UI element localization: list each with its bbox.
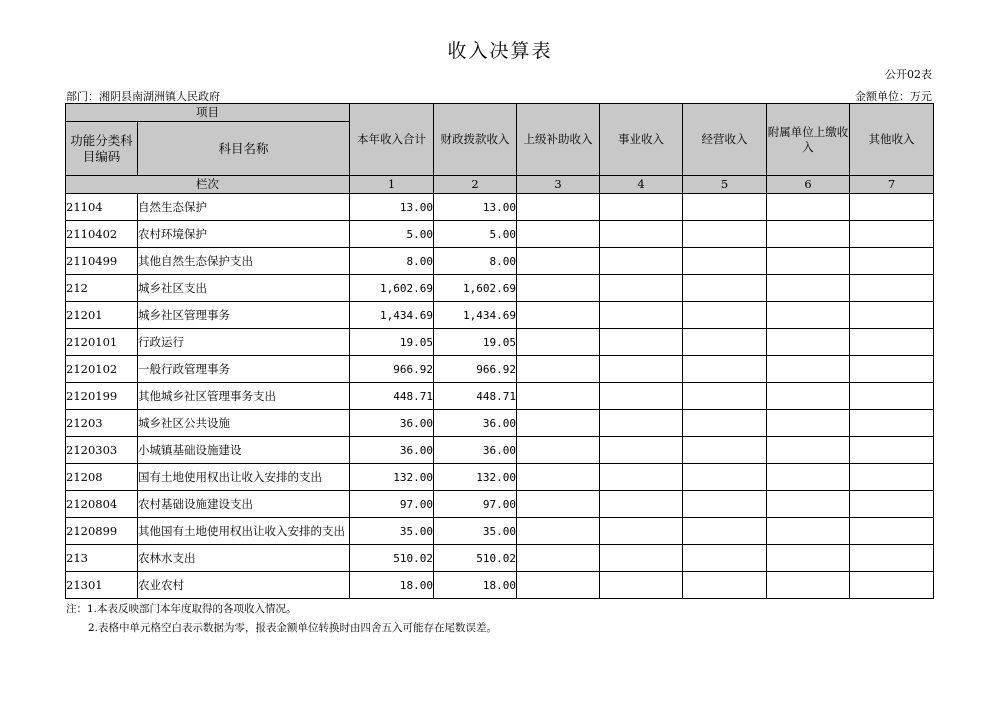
fiscal-allocation-cell: 1,434.69 — [434, 302, 517, 329]
table-row — [66, 464, 934, 491]
business-income-cell — [600, 518, 683, 545]
total-income-cell: 13.00 — [350, 194, 434, 221]
footnotes — [66, 600, 497, 638]
total-income-cell: 19.05 — [350, 329, 434, 356]
fiscal-allocation-cell: 510.02 — [434, 545, 517, 572]
other-income-cell — [850, 437, 934, 464]
table-row — [66, 545, 934, 572]
total-income-cell: 8.00 — [350, 248, 434, 275]
subject-code-cell: 213 — [66, 545, 138, 572]
fiscal-allocation-cell: 35.00 — [434, 518, 517, 545]
other-income-header: 其他收入 — [850, 104, 934, 176]
business-income-cell — [600, 383, 683, 410]
total-income-header: 本年收入合计 — [350, 104, 434, 176]
fiscal-allocation-cell: 36.00 — [434, 410, 517, 437]
fiscal-allocation-cell: 448.71 — [434, 383, 517, 410]
operating-income-cell — [683, 221, 767, 248]
subject-name-cell: 行政运行 — [138, 329, 350, 356]
report-title: 收入决算表 — [447, 40, 553, 62]
affiliated-unit-cell — [767, 194, 850, 221]
business-income-cell — [600, 302, 683, 329]
other-income-cell — [850, 491, 934, 518]
subject-name-cell: 城乡社区公共设施 — [138, 410, 350, 437]
total-income-cell: 5.00 — [350, 221, 434, 248]
affiliated-unit-cell — [767, 275, 850, 302]
total-income-cell: 1,602.69 — [350, 275, 434, 302]
subject-code-cell: 21201 — [66, 302, 138, 329]
operating-income-cell — [683, 194, 767, 221]
affiliated-unit-cell — [767, 437, 850, 464]
superior-subsidy-cell — [517, 221, 600, 248]
business-income-cell — [600, 545, 683, 572]
other-income-cell — [850, 383, 934, 410]
business-income-cell — [600, 572, 683, 599]
business-income-cell — [600, 356, 683, 383]
affiliated-unit-cell — [767, 491, 850, 518]
affiliated-unit-cell — [767, 302, 850, 329]
footnote-2: 2.表格中单元格空白表示数据为零，报表金额单位转换时由四舍五入可能存在尾数误差。 — [88, 622, 498, 634]
other-income-cell — [850, 545, 934, 572]
subject-name-cell: 农村基础设施建设支出 — [138, 491, 350, 518]
fiscal-allocation-cell: 18.00 — [434, 572, 517, 599]
total-income-cell: 97.00 — [350, 491, 434, 518]
table-row — [66, 248, 934, 275]
other-income-cell — [850, 194, 934, 221]
column-number: 1 — [350, 176, 434, 194]
subject-code-cell: 21208 — [66, 464, 138, 491]
subject-code-cell: 2120899 — [66, 518, 138, 545]
superior-subsidy-cell — [517, 329, 600, 356]
subject-name-cell: 城乡社区支出 — [138, 275, 350, 302]
superior-subsidy-cell — [517, 410, 600, 437]
business-income-cell — [600, 194, 683, 221]
affiliated-unit-cell — [767, 248, 850, 275]
subject-name-cell: 国有土地使用权出让收入安排的支出 — [138, 464, 350, 491]
item-group-header: 项目 — [66, 104, 350, 122]
subject-name-cell: 其他城乡社区管理事务支出 — [138, 383, 350, 410]
subject-code-cell: 21203 — [66, 410, 138, 437]
affiliated-unit-cell — [767, 518, 850, 545]
operating-income-cell — [683, 464, 767, 491]
subject-name-cell: 自然生态保护 — [138, 194, 350, 221]
fiscal-allocation-cell: 36.00 — [434, 437, 517, 464]
fiscal-allocation-cell: 97.00 — [434, 491, 517, 518]
affiliated-unit-cell — [767, 410, 850, 437]
subject-code-cell: 2120101 — [66, 329, 138, 356]
table-row — [66, 221, 934, 248]
business-income-cell — [600, 464, 683, 491]
subject-code-cell: 2120303 — [66, 437, 138, 464]
subject-code-cell: 2110402 — [66, 221, 138, 248]
affiliated-unit-cell — [767, 329, 850, 356]
subject-code-cell: 2120102 — [66, 356, 138, 383]
superior-subsidy-cell — [517, 491, 600, 518]
superior-subsidy-cell — [517, 545, 600, 572]
superior-subsidy-cell — [517, 383, 600, 410]
table-row — [66, 491, 934, 518]
business-income-cell — [600, 248, 683, 275]
operating-income-cell — [683, 383, 767, 410]
fiscal-allocation-cell: 5.00 — [434, 221, 517, 248]
operating-income-cell — [683, 572, 767, 599]
table-row — [66, 275, 934, 302]
affiliated-unit-cell — [767, 464, 850, 491]
business-income-cell — [600, 491, 683, 518]
subject-code-cell: 2110499 — [66, 248, 138, 275]
other-income-cell — [850, 356, 934, 383]
column-number-label: 栏次 — [66, 176, 350, 194]
affiliated-unit-header: 附属单位上缴收入 — [767, 104, 850, 176]
subject-code-cell: 2120804 — [66, 491, 138, 518]
fiscal-allocation-cell: 1,602.69 — [434, 275, 517, 302]
business-income-cell — [600, 329, 683, 356]
total-income-cell: 36.00 — [350, 410, 434, 437]
total-income-cell: 132.00 — [350, 464, 434, 491]
superior-subsidy-cell — [517, 194, 600, 221]
superior-subsidy-cell — [517, 518, 600, 545]
affiliated-unit-cell — [767, 572, 850, 599]
business-income-cell — [600, 275, 683, 302]
other-income-cell — [850, 221, 934, 248]
income-table — [65, 103, 934, 599]
footnote-1: 注：1.本表反映部门本年度取得的各项收入情况。 — [66, 603, 297, 615]
fiscal-allocation-cell: 13.00 — [434, 194, 517, 221]
operating-income-cell — [683, 491, 767, 518]
other-income-cell — [850, 410, 934, 437]
column-number: 6 — [767, 176, 850, 194]
table-row — [66, 302, 934, 329]
total-income-cell: 1,434.69 — [350, 302, 434, 329]
operating-income-cell — [683, 410, 767, 437]
superior-subsidy-cell — [517, 275, 600, 302]
table-row — [66, 329, 934, 356]
subject-code-cell: 212 — [66, 275, 138, 302]
other-income-cell — [850, 572, 934, 599]
table-body — [66, 194, 934, 599]
other-income-cell — [850, 329, 934, 356]
subject-name-cell: 小城镇基础设施建设 — [138, 437, 350, 464]
table-row — [66, 437, 934, 464]
subject-name-cell: 其他自然生态保护支出 — [138, 248, 350, 275]
table-row — [66, 572, 934, 599]
table-row — [66, 356, 934, 383]
column-number: 5 — [683, 176, 767, 194]
subject-name-cell: 城乡社区管理事务 — [138, 302, 350, 329]
fiscal-allocation-cell: 8.00 — [434, 248, 517, 275]
operating-income-cell — [683, 356, 767, 383]
affiliated-unit-cell — [767, 545, 850, 572]
business-income-header: 事业收入 — [600, 104, 683, 176]
fiscal-allocation-cell: 19.05 — [434, 329, 517, 356]
superior-subsidy-cell — [517, 572, 600, 599]
business-income-cell — [600, 437, 683, 464]
department-label: 部门：湘阴县南湖洲镇人民政府 — [66, 90, 220, 103]
other-income-cell — [850, 302, 934, 329]
column-number: 4 — [600, 176, 683, 194]
other-income-cell — [850, 464, 934, 491]
other-income-cell — [850, 248, 934, 275]
other-income-cell — [850, 275, 934, 302]
operating-income-cell — [683, 275, 767, 302]
fiscal-allocation-header: 财政拨款收入 — [434, 104, 517, 176]
total-income-cell: 18.00 — [350, 572, 434, 599]
subject-code-cell: 2120199 — [66, 383, 138, 410]
subject-name-cell: 农村环境保护 — [138, 221, 350, 248]
operating-income-cell — [683, 437, 767, 464]
total-income-cell: 35.00 — [350, 518, 434, 545]
subject-name-cell: 其他国有土地使用权出让收入安排的支出 — [138, 518, 350, 545]
subject-name-cell: 一般行政管理事务 — [138, 356, 350, 383]
other-income-cell — [850, 518, 934, 545]
superior-subsidy-cell — [517, 356, 600, 383]
total-income-cell: 448.71 — [350, 383, 434, 410]
table-row — [66, 194, 934, 221]
column-number: 3 — [517, 176, 600, 194]
operating-income-cell — [683, 518, 767, 545]
total-income-cell: 966.92 — [350, 356, 434, 383]
total-income-cell: 510.02 — [350, 545, 434, 572]
column-number: 2 — [434, 176, 517, 194]
subject-name-cell: 农业农村 — [138, 572, 350, 599]
operating-income-cell — [683, 302, 767, 329]
operating-income-cell — [683, 248, 767, 275]
business-income-cell — [600, 221, 683, 248]
superior-subsidy-cell — [517, 302, 600, 329]
affiliated-unit-cell — [767, 221, 850, 248]
superior-subsidy-cell — [517, 464, 600, 491]
subject-code-cell: 21104 — [66, 194, 138, 221]
amount-unit-label: 金额单位：万元 — [855, 90, 932, 103]
subject-code-cell: 21301 — [66, 572, 138, 599]
operating-income-header: 经营收入 — [683, 104, 767, 176]
form-number: 公开02表 — [885, 68, 932, 81]
function-code-header: 功能分类科目编码 — [66, 122, 138, 176]
operating-income-cell — [683, 329, 767, 356]
subject-name-cell: 农林水支出 — [138, 545, 350, 572]
superior-subsidy-cell — [517, 437, 600, 464]
column-number: 7 — [850, 176, 934, 194]
total-income-cell: 36.00 — [350, 437, 434, 464]
table-row — [66, 383, 934, 410]
fiscal-allocation-cell: 132.00 — [434, 464, 517, 491]
superior-subsidy-cell — [517, 248, 600, 275]
subject-name-header: 科目名称 — [138, 122, 350, 176]
superior-subsidy-header: 上级补助收入 — [517, 104, 600, 176]
operating-income-cell — [683, 545, 767, 572]
table-row — [66, 410, 934, 437]
table-row — [66, 518, 934, 545]
affiliated-unit-cell — [767, 356, 850, 383]
business-income-cell — [600, 410, 683, 437]
affiliated-unit-cell — [767, 383, 850, 410]
fiscal-allocation-cell: 966.92 — [434, 356, 517, 383]
